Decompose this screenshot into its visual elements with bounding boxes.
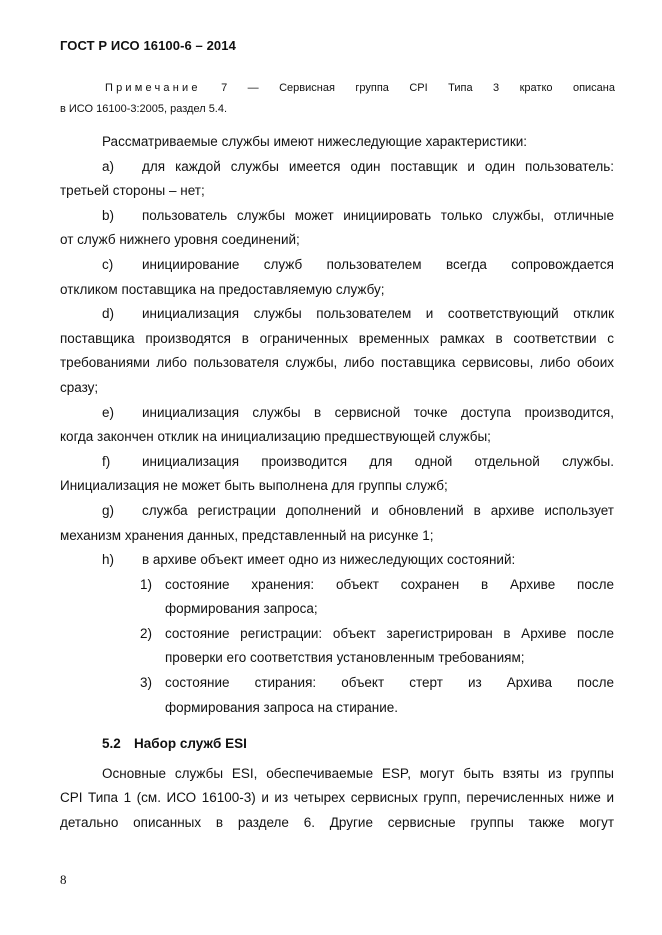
sub-item-3	[60, 671, 614, 720]
note-label: Примечание	[105, 82, 201, 94]
list-item-continuation: от служб нижнего уровня соединений;	[60, 232, 300, 248]
list-item-text: пользователь службы может инициировать только службы, отличные	[142, 207, 614, 223]
sub-item-continuation: формирования запроса;	[165, 601, 318, 617]
list-item-label: c)	[102, 256, 114, 272]
list-item-text: для каждой службы имеется один поставщик и один пользователь:	[142, 158, 614, 174]
note-word: описана	[572, 82, 615, 94]
note-word: Типа	[448, 82, 473, 94]
page-number: 8	[60, 872, 67, 887]
sub-item-continuation: формирования запроса на стирание.	[165, 699, 399, 715]
sub-item-text: состояние стирания: объект стерт из Архива после	[165, 675, 614, 691]
section-heading	[60, 732, 614, 757]
sub-item-number: 1)	[140, 576, 153, 592]
sub-item-2	[60, 622, 614, 671]
list-item-e	[60, 401, 614, 450]
note-dash: —	[247, 82, 259, 94]
list-item-label: g)	[102, 502, 115, 518]
list-item-continuation: поставщика производятся в ограниченных временных рамках в соответствии с требованиями либо пользователя службы, либо поставщика сервисовы, либо обоих сразу;	[60, 330, 614, 395]
list-item-f	[60, 450, 614, 499]
list-item-b	[60, 204, 614, 253]
list-item-text: инициализация производится для одной отдельной службы.	[142, 453, 614, 469]
final-paragraph-first-line: Основные службы ESI, обеспечиваемые ESP, могут быть взяты из группы	[102, 765, 614, 781]
list-item-label: h)	[102, 552, 115, 568]
note-block	[60, 78, 615, 120]
final-paragraph-rest: CPI Типа 1 (см. ИСО 16100-3) и из четырех сервисных групп, перечисленных ниже и детально описанных в разделе 6. Другие сервисные группы также могут	[60, 790, 614, 831]
sub-item-number: 2)	[140, 625, 153, 641]
note-word: кратко	[519, 82, 553, 94]
list-item-text: в архиве объект имеет одно из нижеследующих состояний:	[142, 552, 516, 568]
note-word: группа	[355, 82, 389, 94]
list-item-continuation: откликом поставщика на предоставляемую службу;	[60, 281, 385, 297]
list-item-continuation: когда закончен отклик на инициализацию предшествующей службы;	[60, 429, 491, 445]
section-title: Набор служб ESI	[134, 736, 247, 752]
note-line-1	[60, 78, 615, 99]
list-item-continuation: третьей стороны – нет;	[60, 183, 205, 199]
list-item-label: a)	[102, 158, 115, 174]
final-paragraph	[60, 762, 614, 836]
document-body	[60, 130, 614, 836]
note-number: 7	[221, 82, 228, 94]
list-item-d	[60, 302, 614, 400]
list-item-text: инициирование служб пользователем всегда сопровождается	[142, 256, 614, 272]
sub-item-continuation: проверки его соответствия установленным требованиям;	[165, 650, 525, 666]
document-header: ГОСТ Р ИСО 16100-6 – 2014	[60, 38, 236, 53]
list-item-continuation: Инициализация не может быть выполнена для группы служб;	[60, 478, 448, 494]
list-item-a	[60, 155, 614, 204]
sub-item-text: состояние регистрации: объект зарегистрирован в Архиве после	[165, 625, 614, 641]
list-item-continuation: механизм хранения данных, представленный на рисунке 1;	[60, 527, 434, 543]
note-line-2: в ИСО 16100-3:2005, раздел 5.4.	[60, 103, 228, 115]
note-word: CPI	[409, 82, 428, 94]
list-item-text: служба регистрации дополнений и обновлений в архиве использует	[142, 502, 614, 518]
list-item-label: f)	[102, 453, 111, 469]
intro-paragraph: Рассматриваемые службы имеют нижеследующие характеристики:	[102, 134, 528, 149]
sub-item-number: 3)	[140, 675, 153, 691]
sub-item-text: состояние хранения: объект сохранен в Архиве после	[165, 576, 614, 592]
sub-item-1	[60, 573, 614, 622]
list-item-label: e)	[102, 404, 115, 420]
list-item-label: d)	[102, 306, 115, 322]
note-word: 3	[493, 82, 500, 94]
list-item-text: инициализация службы в сервисной точке доступа производится,	[142, 404, 614, 420]
list-item-c	[60, 253, 614, 302]
list-item-h	[60, 548, 614, 573]
list-item-g	[60, 499, 614, 548]
note-word: Сервисная	[279, 82, 335, 94]
list-item-text: инициализация службы пользователем и соответствующий отклик	[142, 306, 614, 322]
section-number: 5.2	[102, 736, 121, 752]
list-item-label: b)	[102, 207, 115, 223]
